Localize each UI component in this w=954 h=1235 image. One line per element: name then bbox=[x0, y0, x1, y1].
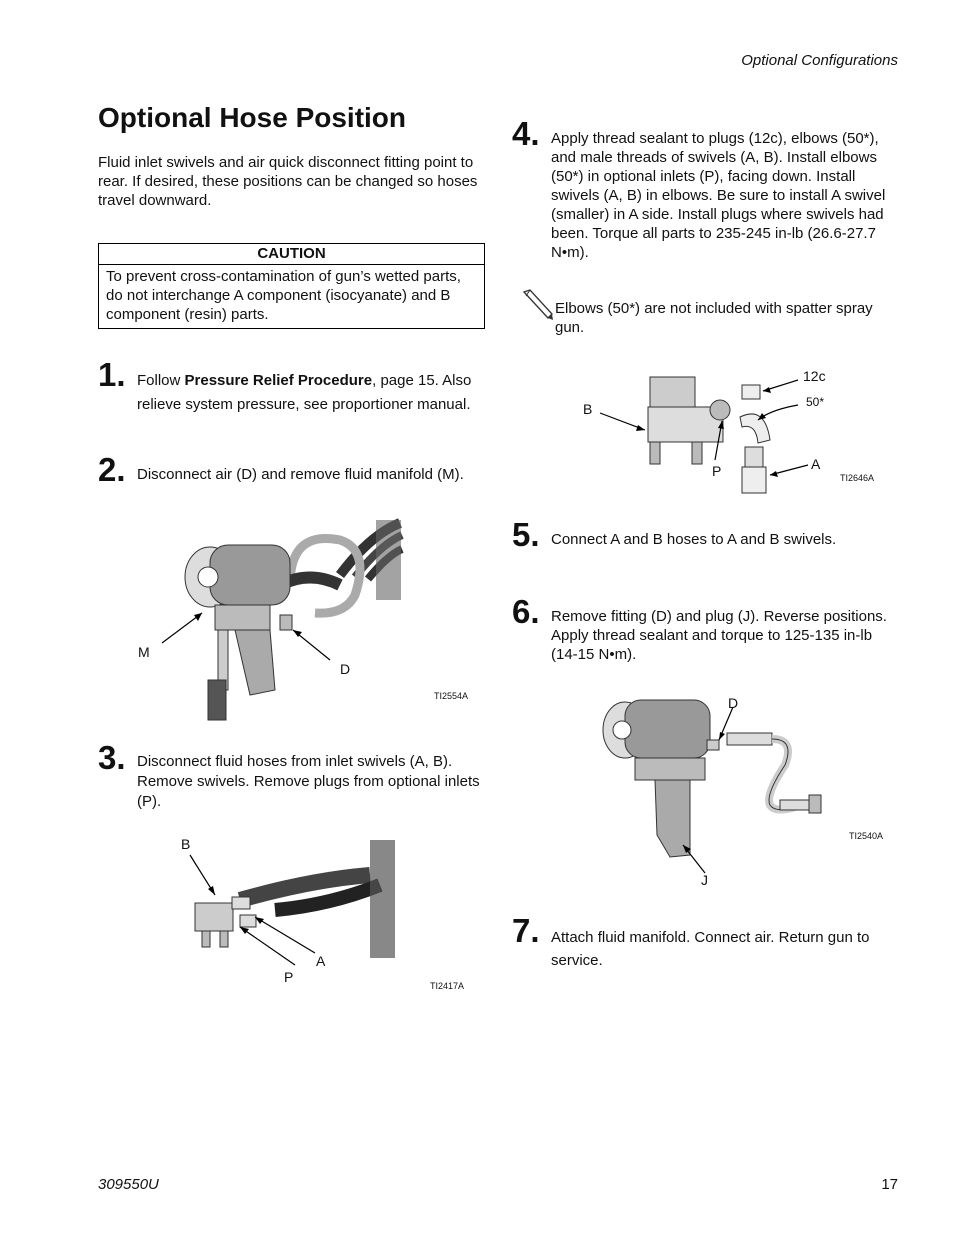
step-1-text bbox=[137, 369, 487, 417]
fig1-label-m: M bbox=[138, 644, 150, 660]
step-1-bold: Pressure Relief Procedure bbox=[184, 372, 373, 389]
step-1-pre: Follow bbox=[137, 372, 185, 389]
elbow-50 bbox=[740, 414, 770, 443]
fig3-id: TI2646A bbox=[840, 473, 875, 483]
fig3-label-50: 50* bbox=[806, 395, 825, 409]
step-1-number: 1. bbox=[98, 356, 126, 393]
figure-manifold-elbows bbox=[580, 365, 880, 500]
caution-box bbox=[98, 243, 485, 329]
swivel-a bbox=[742, 447, 766, 493]
manifold-block bbox=[195, 897, 256, 947]
step-7-text: Attach fluid manifold. Connect air. Return gun to service. bbox=[551, 929, 870, 969]
note-text: Elbows (50*) are not included with spatter spray gun. bbox=[555, 300, 873, 336]
figure-gun-reversed bbox=[595, 685, 875, 860]
step-2-text: Disconnect air (D) and remove fluid manifold (M). bbox=[137, 466, 464, 483]
fig3-label-p: P bbox=[712, 463, 722, 479]
fig4-label-j: J bbox=[701, 872, 708, 888]
step-2-number: 2. bbox=[98, 451, 126, 488]
step-7-number: 7. bbox=[512, 912, 540, 949]
hose-bundle bbox=[340, 520, 402, 600]
step-5-text: Connect A and B hoses to A and B swivels. bbox=[551, 531, 837, 548]
intro-paragraph: Fluid inlet swivels and air quick disconnect fitting point to rear. If desired, these positions can be changed so hoses travel downward. bbox=[98, 154, 478, 209]
fig3-label-b: B bbox=[583, 401, 593, 417]
step-3-text: Disconnect fluid hoses from inlet swivels (A, B). Remove swivels. Remove plugs from optional inlets (P). bbox=[137, 753, 480, 810]
fig1-label-d: D bbox=[340, 661, 351, 677]
page-number: 17 bbox=[881, 1176, 898, 1193]
fig3-label-a: A bbox=[811, 456, 821, 472]
caution-body: To prevent cross-contamination of gun’s wetted parts, do not interchange A component (isocyanate) and B component (resin) parts. bbox=[106, 268, 461, 323]
spray-gun bbox=[185, 545, 292, 720]
fig2-label-a: A bbox=[316, 953, 326, 969]
hose-pair bbox=[240, 840, 395, 958]
step-1-post: , page 15. Also relieve system pressure, see proportioner manual. bbox=[137, 372, 472, 413]
caution-heading: CAUTION bbox=[99, 244, 484, 265]
fig4-id: TI2540A bbox=[849, 831, 884, 841]
figure-gun-manifold bbox=[140, 515, 475, 720]
pencil-icon bbox=[520, 288, 554, 322]
figure-swivels-hoses bbox=[180, 835, 480, 985]
spray-gun bbox=[603, 700, 719, 857]
fig3-label-12c: 12c bbox=[803, 368, 826, 384]
plug-12c bbox=[742, 385, 760, 399]
step-6-text: Remove fitting (D) and plug (J). Reverse positions. Apply thread sealant and torque to 125-135 in-lb (14-15 N•m). bbox=[551, 608, 887, 663]
step-3-number: 3. bbox=[98, 739, 126, 776]
air-hose bbox=[727, 733, 821, 813]
fig1-id: TI2554A bbox=[434, 691, 469, 701]
page-title: Optional Hose Position bbox=[98, 102, 407, 133]
fig4-label-d: D bbox=[728, 695, 739, 711]
running-header: Optional Configurations bbox=[741, 52, 898, 69]
manifold-block bbox=[648, 377, 730, 464]
fig2-label-b: B bbox=[181, 836, 191, 852]
fig2-id: TI2417A bbox=[430, 981, 465, 991]
step-4-number: 4. bbox=[512, 115, 540, 152]
fig2-label-p: P bbox=[284, 969, 294, 985]
step-5-number: 5. bbox=[512, 516, 540, 553]
document-number: 309550U bbox=[98, 1176, 159, 1193]
step-6-number: 6. bbox=[512, 593, 540, 630]
step-4-text: Apply thread sealant to plugs (12c), elbows (50*), and male threads of swivels (A, B). Install elbows (50*) in optional inlets (P), facing down. Install swivels (A, B) in elbows. Be sure to install A swivel (smaller) in A side. Install plugs where swivels had been. Torque all parts to 235-245 in-lb (26.6-27.7 N•m). bbox=[551, 130, 886, 261]
